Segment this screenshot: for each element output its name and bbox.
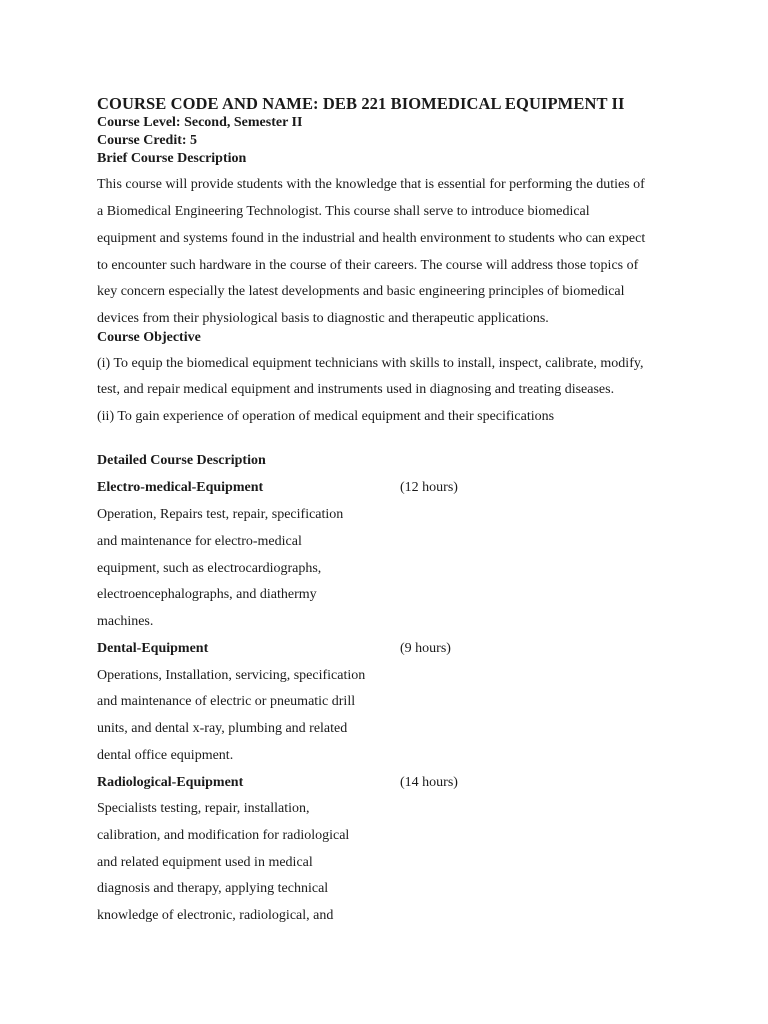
brief-description-line: equipment and systems found in the industrial and health environment to students who can expect: [97, 231, 646, 246]
brief-description-line: key concern especially the latest developments and basic engineering principles of biomedical: [97, 284, 625, 299]
brief-description-line: devices from their physiological basis to diagnostic and therapeutic applications.: [97, 311, 549, 326]
section-line: Operation, Repairs test, repair, specification: [97, 507, 344, 522]
course-title: COURSE CODE AND NAME: DEB 221 BIOMEDICAL EQUIPMENT II: [97, 94, 625, 113]
brief-description-line: This course will provide students with the knowledge that is essential for performing the duties of: [97, 177, 645, 192]
section-hours-dental: (9 hours): [400, 641, 451, 656]
brief-description-line: a Biomedical Engineering Technologist. This course shall serve to introduce biomedical: [97, 204, 590, 219]
section-line: dental office equipment.: [97, 748, 234, 763]
section-line: units, and dental x-ray, plumbing and related: [97, 721, 348, 736]
section-line: diagnosis and therapy, applying technical: [97, 881, 329, 896]
section-line: and maintenance for electro-medical: [97, 534, 302, 549]
objective-line: (i) To equip the biomedical equipment technicians with skills to install, inspect, calibrate, modify,: [97, 356, 644, 371]
section-line: and related equipment used in medical: [97, 855, 313, 870]
brief-description-heading: Brief Course Description: [97, 151, 247, 166]
section-heading-electro-medical: Electro-medical-Equipment: [97, 480, 264, 495]
section-heading-dental: Dental-Equipment: [97, 641, 209, 656]
section-line: equipment, such as electrocardiographs,: [97, 561, 322, 576]
course-objective-heading: Course Objective: [97, 330, 201, 345]
section-hours-electro-medical: (12 hours): [400, 480, 458, 495]
section-line: machines.: [97, 614, 154, 629]
course-credit: Course Credit: 5: [97, 133, 198, 148]
section-line: Operations, Installation, servicing, specification: [97, 668, 366, 683]
section-line: Specialists testing, repair, installation,: [97, 801, 310, 816]
objective-line: (ii) To gain experience of operation of medical equipment and their specifications: [97, 409, 555, 424]
detailed-description-heading: Detailed Course Description: [97, 453, 266, 468]
brief-description-line: to encounter such hardware in the course of their careers. The course will address those topics of: [97, 258, 639, 273]
course-level: Course Level: Second, Semester II: [97, 115, 303, 130]
section-heading-radiological: Radiological-Equipment: [97, 775, 244, 790]
section-line: knowledge of electronic, radiological, and: [97, 908, 334, 923]
section-line: calibration, and modification for radiological: [97, 828, 350, 843]
objective-line: test, and repair medical equipment and instruments used in diagnosing and treating diseases.: [97, 382, 615, 397]
section-line: and maintenance of electric or pneumatic drill: [97, 694, 356, 709]
section-line: electroencephalographs, and diathermy: [97, 587, 317, 602]
section-hours-radiological: (14 hours): [400, 775, 458, 790]
